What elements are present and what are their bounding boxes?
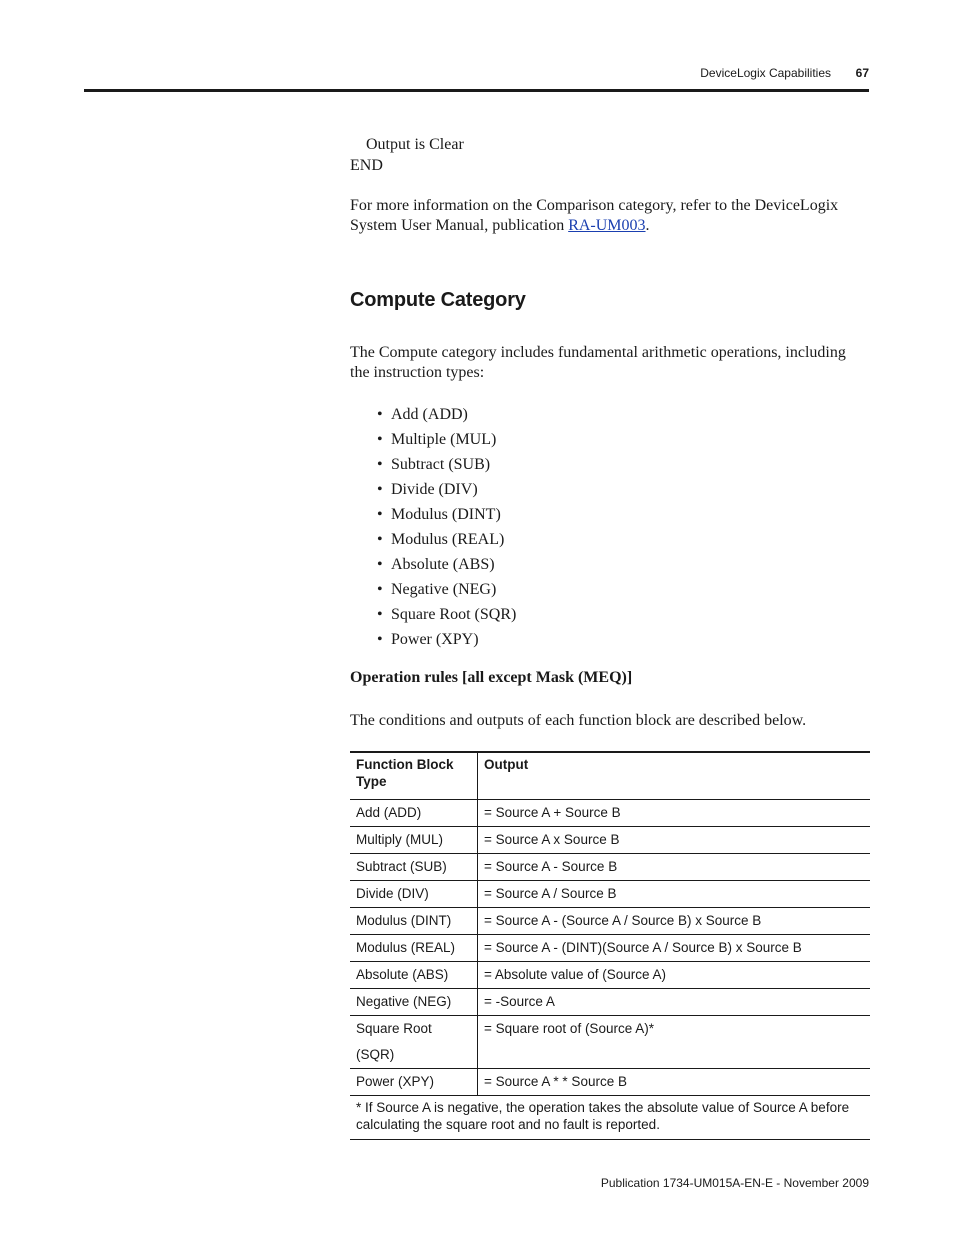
table-cell-type: Modulus (DINT) — [350, 908, 478, 935]
table-row — [350, 800, 870, 827]
list-item — [377, 552, 516, 577]
intro-output-line: Output is Clear — [366, 136, 464, 153]
list-item — [377, 452, 516, 477]
list-item — [377, 477, 516, 502]
intro-paragraph-period: . — [645, 217, 650, 234]
table-intro-text: The conditions and outputs of each function block are described below. — [350, 712, 807, 729]
list-item-label: Square Root (SQR) — [391, 606, 517, 623]
intro-paragraph-line-2 — [350, 216, 650, 236]
table-row — [350, 1069, 870, 1096]
table-row — [350, 827, 870, 854]
ra-um003-link[interactable]: RA-UM003 — [568, 217, 646, 234]
list-item — [377, 627, 516, 652]
list-item-label: Modulus (DINT) — [391, 506, 501, 523]
bullet-icon: • — [377, 406, 383, 423]
operation-rules-subheading: Operation rules [all except Mask (MEQ)] — [350, 669, 633, 686]
table-cell-output: = -Source A — [484, 994, 555, 1009]
list-item-label: Multiple (MUL) — [391, 431, 497, 448]
list-item — [377, 577, 516, 602]
header-section-title: DeviceLogix Capabilities — [700, 66, 831, 80]
table-row — [350, 962, 870, 989]
bullet-icon: • — [377, 431, 383, 448]
table-row — [350, 1016, 870, 1069]
table-cell-output: = Source A - (DINT)(Source A / Source B) x Source B — [484, 940, 802, 955]
intro-paragraph-line-1: For more information on the Comparison category, refer to the DeviceLogix — [350, 197, 839, 214]
function-block-table — [350, 751, 870, 1140]
bullet-icon: • — [377, 531, 383, 548]
list-item-label: Absolute (ABS) — [391, 556, 495, 573]
list-item — [377, 602, 516, 627]
table-cell-type: Divide (DIV) — [350, 881, 478, 908]
list-item — [377, 427, 516, 452]
table-cell-output: = Source A / Source B — [484, 886, 617, 901]
list-item — [377, 527, 516, 552]
table-row — [350, 908, 870, 935]
table-cell-output: = Source A - (Source A / Source B) x Source B — [484, 913, 762, 928]
table-row — [350, 989, 870, 1016]
table-row — [350, 881, 870, 908]
bullet-icon: • — [377, 456, 383, 473]
intro-end-line: END — [350, 157, 383, 174]
table-cell-output: = Source A + Source B — [484, 805, 621, 820]
compute-category-heading: Compute Category — [350, 289, 526, 311]
header-rule — [84, 89, 869, 92]
table-cell-type: Multiply (MUL) — [350, 827, 478, 854]
publication-footer: Publication 1734-UM015A-EN-E - November 2009 — [600, 1176, 869, 1190]
list-item — [377, 502, 516, 527]
list-item-label: Subtract (SUB) — [391, 456, 491, 473]
table-cell-type: Negative (NEG) — [350, 989, 478, 1016]
column-header-output: Output — [484, 757, 529, 772]
table-footnote-row — [350, 1096, 870, 1140]
column-header-function-block-type: Function Block Type — [350, 752, 478, 800]
list-item-label: Divide (DIV) — [391, 481, 478, 498]
table-cell-type: Absolute (ABS) — [350, 962, 478, 989]
compute-paragraph-line-2: the instruction types: — [350, 364, 485, 381]
instruction-type-list — [377, 402, 516, 652]
table-cell-output: = Source A * * Source B — [484, 1074, 627, 1089]
table-row — [350, 854, 870, 881]
list-item-label: Negative (NEG) — [391, 581, 497, 598]
table-cell-output: = Source A - Source B — [484, 859, 618, 874]
table-header-row — [350, 752, 870, 800]
page-number: 67 — [855, 66, 869, 80]
table-cell-output: = Absolute value of (Source A) — [484, 967, 666, 982]
bullet-icon: • — [377, 481, 383, 498]
table-cell-type: Power (XPY) — [350, 1069, 478, 1096]
table-cell-type: Square Root (SQR) — [350, 1016, 478, 1069]
table-cell-type: Subtract (SUB) — [350, 854, 478, 881]
bullet-icon: • — [377, 631, 383, 648]
compute-paragraph-line-1: The Compute category includes fundamental arithmetic operations, including — [350, 344, 846, 361]
running-header — [84, 66, 869, 88]
bullet-icon: • — [377, 556, 383, 573]
table-row — [350, 935, 870, 962]
list-item-label: Add (ADD) — [391, 406, 468, 423]
table-cell-output: = Source A x Source B — [484, 832, 620, 847]
table-cell-type: Add (ADD) — [350, 800, 478, 827]
list-item — [377, 402, 516, 427]
table-cell-type: Modulus (REAL) — [350, 935, 478, 962]
bullet-icon: • — [377, 581, 383, 598]
intro-paragraph-text: System User Manual, publication — [350, 217, 569, 234]
list-item-label: Power (XPY) — [391, 631, 479, 648]
list-item-label: Modulus (REAL) — [391, 531, 505, 548]
table-cell-output: = Square root of (Source A)* — [484, 1021, 654, 1036]
table-footnote: * If Source A is negative, the operation takes the absolute value of Source A before calculating the square root and no fault is reported. — [350, 1096, 870, 1140]
bullet-icon: • — [377, 606, 383, 623]
bullet-icon: • — [377, 506, 383, 523]
